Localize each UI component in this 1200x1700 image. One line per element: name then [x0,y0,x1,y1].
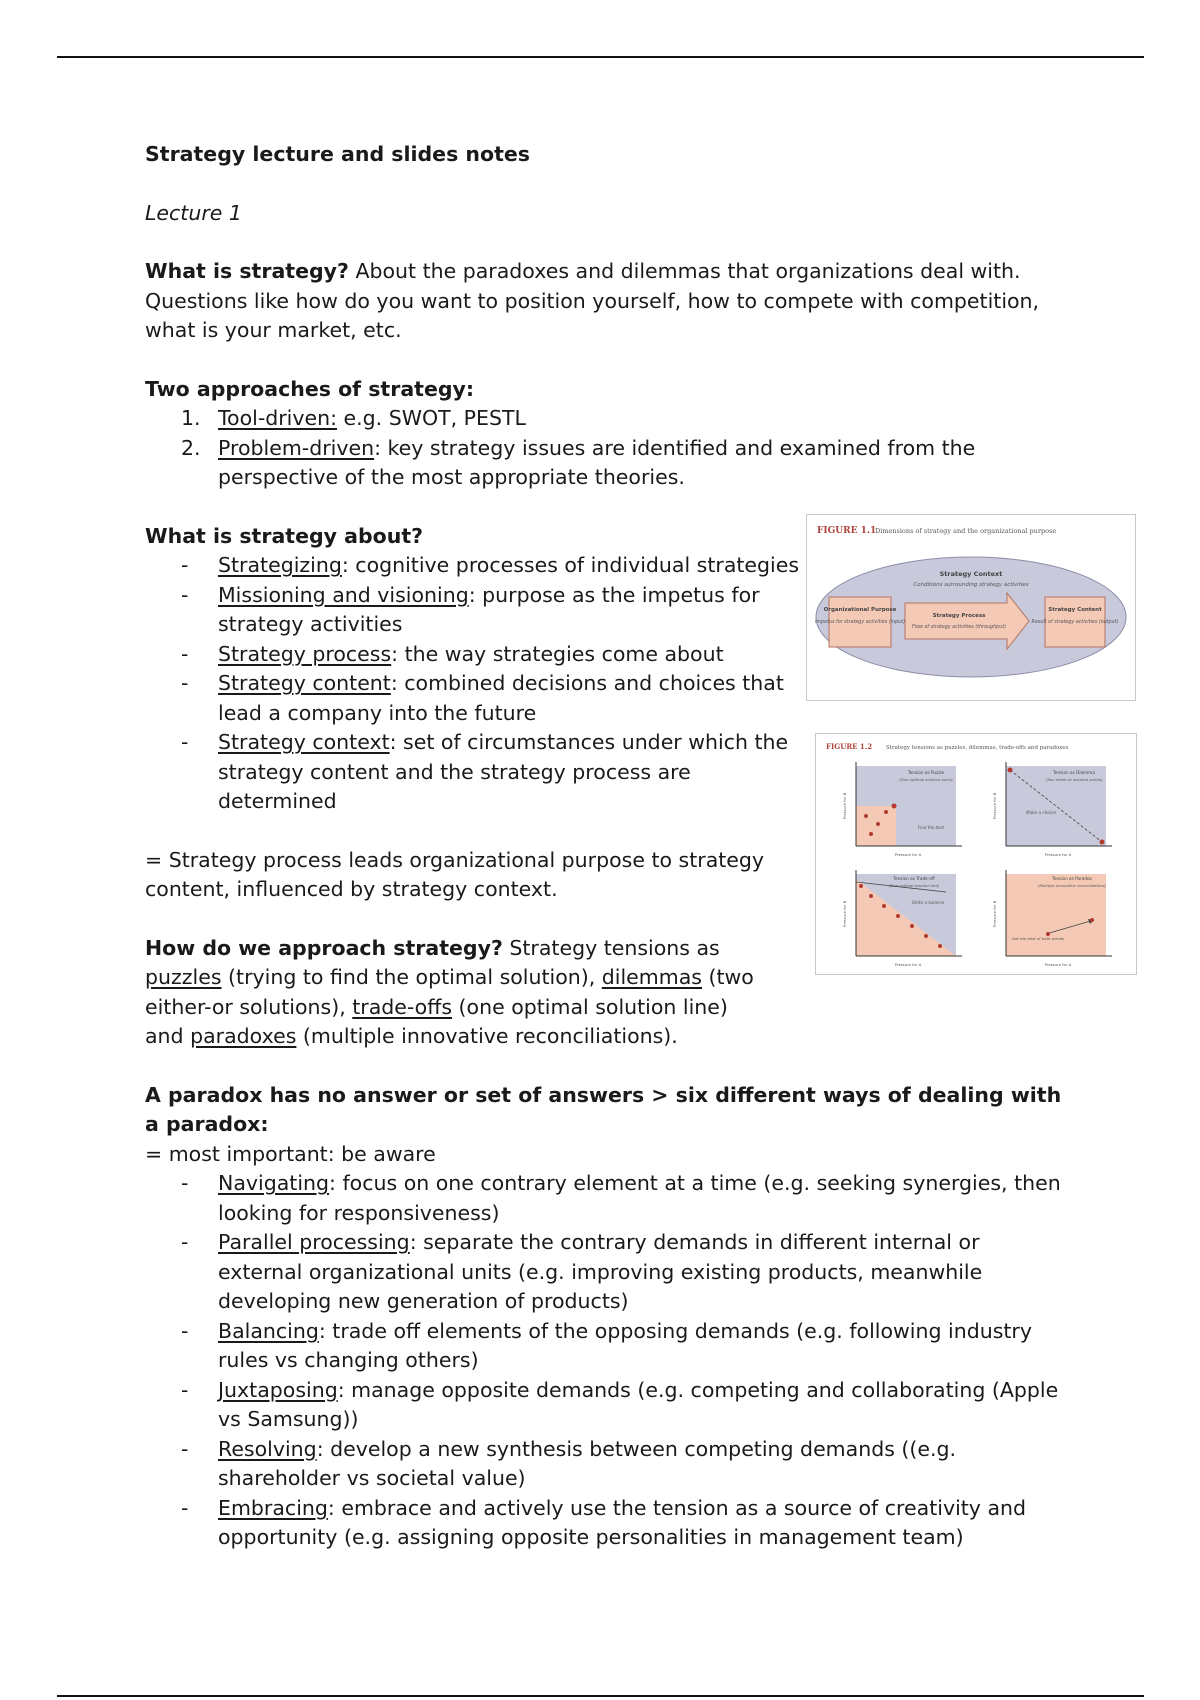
solution-point [1100,840,1105,845]
paradox-subline: = most important: be aware [145,1141,436,1166]
list-text: : the way strategies come about [391,641,724,666]
panel-title: Tension as Paradox [1052,876,1092,881]
bullet-dash: - [181,1171,189,1195]
panel-sub: (One optimal solution point) [899,777,953,782]
y-axis-label: Pressure for B [992,900,997,928]
figure-1-2-caption: Strategy tensions as puzzles, dilemmas, trade-offs and paradoxes [886,745,1069,751]
what-is-strategy-text: About the paradoxes and dilemmas that organizations deal with. Questions like how do you want to position yourself, how to compete with competition, what is your market, etc. [145,259,1040,342]
list-item [145,640,805,670]
figure-1-1-caption: Dimensions of strategy and the organizational purpose [875,527,1057,535]
lecture-label: Lecture 1 [145,200,242,225]
figure-strategy-tensions [815,733,1137,975]
list-text: : embrace and actively use the tension as a source of creativity and opportunity (e.g. assigning opposite personalities in management team) [218,1495,1027,1549]
list-term: Tool-driven: [218,406,337,430]
content-title: Strategy Content [1048,607,1102,613]
x-axis-label: Pressure for A [894,852,922,857]
list-item [145,1376,1065,1435]
bullet-dash: - [181,1318,189,1343]
process-sub: Flow of strategy activities (throughput) [912,625,1006,630]
bullet-dash: - [181,730,189,754]
list-term: Strategizing [218,553,342,577]
list-term: Strategy process [218,641,392,666]
paradox-list [145,1169,1065,1553]
list-item [145,669,805,728]
approach-paragraph [145,934,765,1052]
bullet-dash: - [181,1436,189,1461]
purpose-title: Organizational Purpose [823,607,897,613]
data-dot [884,810,888,814]
panel-solution-area [856,806,896,846]
list-item [145,1494,1065,1553]
panel-sub: (Two either-or solution points) [1045,777,1103,782]
data-dot [924,934,928,938]
list-item [145,581,805,640]
panel-title: Tension as Puzzle [907,770,945,775]
list-term: Problem-driven [218,435,375,460]
y-axis-label: Pressure for B [842,792,847,820]
bullet-dash: - [181,1377,189,1402]
data-dot [938,944,942,948]
figure-1-1-svg [807,515,1135,700]
list-term: Balancing [218,1318,319,1343]
panel-dilemma [992,762,1112,857]
approach-text: (multiple innovative reconciliations). [296,1024,678,1048]
approach-text: (two either-or solutions), [145,965,754,1019]
list-text: : focus on one contrary element at a time (e.g. seeking synergies, then looking for responsiveness) [218,1171,1061,1225]
list-text: : cognitive processes of individual strategies [341,553,800,577]
list-text: : develop a new synthesis between competing demands ((e.g. shareholder vs societal value) [218,1436,957,1490]
data-dot [876,822,880,826]
top-rule [57,56,1144,58]
x-axis-label: Pressure for A [1044,852,1072,857]
two-approaches-list [145,404,1065,493]
list-item [145,1169,1065,1228]
purpose-sub: Impetus for strategy activities (input) [815,620,905,625]
bullet-dash: - [181,553,189,577]
list-term: Resolving [218,1436,317,1461]
panel-title: Tension as Trade-off [893,876,935,881]
list-text: : key strategy issues are identified and examined from the perspective of the most appropriate theories. [218,435,976,489]
bullet-dash: - [181,1495,189,1520]
list-text: : manage opposite demands (e.g. competing and collaborating (Apple vs Samsung)) [218,1377,1059,1431]
list-term: Parallel processing [218,1230,410,1254]
panel-note: Strike a balance [911,900,945,905]
list-text: e.g. SWOT, PESTL [337,406,526,430]
term-dilemmas: dilemmas [601,965,702,989]
panel-sub: (One optimal solution line) [888,883,940,888]
figure-strategy-dimensions [806,514,1136,701]
what-is-strategy-paragraph [145,257,1065,346]
y-axis-label: Pressure for B [842,900,847,928]
panel-sub: (Multiple innovative reconciliations) [1038,883,1106,888]
list-item [145,404,1065,434]
list-term: Navigating [218,1171,330,1195]
list-text: : purpose as the impetus for strategy activities [218,582,760,636]
list-term: Juxtaposing [218,1377,338,1402]
panel-note: Get the best of both worlds [1012,936,1064,941]
bullet-dash: - [181,671,189,695]
approach-question: How do we approach strategy? [145,935,503,960]
list-term: Missioning and visioning [218,582,469,607]
panel-puzzle [842,762,962,857]
data-dot [864,814,868,818]
list-marker: 1. [181,406,201,430]
data-dot [896,914,900,918]
context-sub: Conditions surrounding strategy activities [913,582,1029,588]
list-item [145,1435,1065,1494]
bottom-rule [57,1695,1144,1697]
list-term: Strategy content [218,671,391,695]
figure-1-1-label: FIGURE 1.1 [817,526,877,536]
approach-text: (one optimal solution line) and [145,994,728,1048]
list-text: : separate the contrary demands in different internal or external organizational units (e.g. improving existing products, meanwhile developing new generation of products) [218,1230,983,1313]
panel-note: Make a choice [1026,810,1056,815]
bullet-dash: - [181,641,189,666]
data-dot [1090,918,1094,922]
data-dot [882,904,886,908]
context-title: Strategy Context [939,570,1003,578]
list-item [145,1317,1065,1376]
solution-point [1008,768,1013,773]
strategy-about-heading: What is strategy about? [145,523,424,548]
list-term: Strategy context [218,730,390,754]
term-paradoxes: paradoxes [190,1024,297,1048]
approach-text: (trying to find the optimal solution), [221,965,602,989]
figure-1-2-label: FIGURE 1.2 [826,742,873,751]
panel-title: Tension as Dilemma [1053,770,1095,775]
panel-tradeoff [842,870,962,967]
x-axis-label: Pressure for A [894,962,922,967]
data-dot [869,832,873,836]
y-axis-label: Pressure for B [992,792,997,820]
strategy-about-list [145,551,805,817]
list-item [145,551,805,581]
list-item [145,434,1065,493]
list-term: Embracing [218,1495,328,1520]
bullet-dash: - [181,582,189,607]
paradox-heading: A paradox has no answer or set of answers > six different ways of dealing with a paradox: [145,1082,1062,1136]
list-item [145,728,805,817]
term-puzzles: puzzles [145,965,222,989]
panel-paradox [992,870,1112,967]
process-title: Strategy Process [932,613,986,619]
bullet-dash: - [181,1230,189,1254]
strategy-summary: = Strategy process leads organizational purpose to strategy content, influenced by strategy context. [145,847,765,901]
approach-text: Strategy tensions as [502,935,720,960]
panel-note: Find the best [917,825,945,830]
list-item [145,1228,1065,1317]
data-dot [910,924,914,928]
data-dot [869,894,873,898]
x-axis-label: Pressure for A [1044,962,1072,967]
optimal-point [892,804,897,809]
what-is-strategy-question: What is strategy? [145,259,349,283]
list-marker: 2. [181,435,201,460]
list-text: : set of circumstances under which the strategy content and the strategy process are determined [218,730,789,813]
content-sub: Result of strategy activities (output) [1031,620,1119,625]
figure-1-2-svg [816,734,1136,974]
term-tradeoffs: trade-offs [352,994,453,1019]
document-title: Strategy lecture and slides notes [145,142,531,166]
two-approaches-heading: Two approaches of strategy: [145,376,475,401]
list-text: : trade off elements of the opposing demands (e.g. following industry rules vs changing others) [218,1318,1032,1372]
data-dot [859,884,863,888]
list-text: : combined decisions and choices that lead a company into the future [218,671,784,725]
